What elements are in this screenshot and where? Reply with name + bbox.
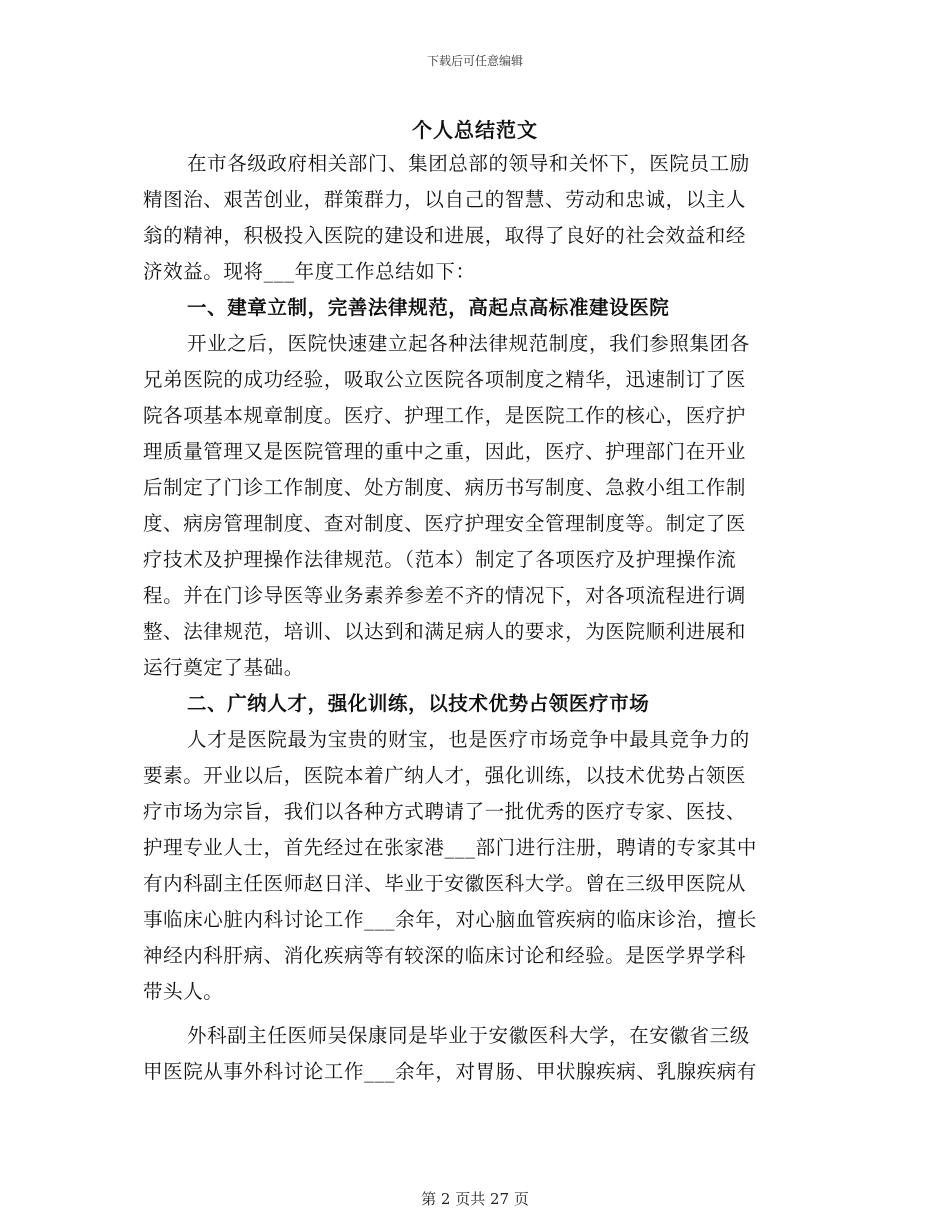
paragraph-line: 济效益。现将___年度工作总结如下： (143, 260, 476, 283)
paragraph-line: 后制定了门诊工作制度、处方制度、病历书写制度、急救小组工作制 (143, 476, 747, 499)
paragraph-line: 外科副主任医师吴保康同是毕业于安徽医科大学，在安徽省三级 (187, 1024, 750, 1047)
paragraph-line: 神经内科肝病、消化疾病等有较深的临床讨论和经验。是医学界学科 (143, 944, 747, 967)
paragraph-line: 开业之后，医院快速建立起各种法律规范制度，我们参照集团各 (187, 332, 750, 355)
paragraph-line: 带头人。 (143, 980, 224, 1003)
paragraph-line: 整、法律规范，培训、以达到和满足病人的要求，为医院顺利进展和 (143, 620, 747, 643)
paragraph-line: 理质量管理又是医院管理的重中之重，因此，医疗、护理部门在开业 (143, 440, 747, 463)
page-header-note: 下载后可任意编辑 (426, 54, 523, 68)
paragraph-line: 翁的精神，积极投入医院的建设和进展，取得了良好的社会效益和经 (143, 224, 747, 247)
paragraph-line: 疗市场为宗旨，我们以各种方式聘请了一批优秀的医疗专家、医技、 (143, 800, 747, 823)
paragraph-line: 程。并在门诊导医等业务素养参差不齐的情况下，对各项流程进行调 (143, 584, 747, 607)
paragraph-line: 兄弟医院的成功经验，吸取公立医院各项制度之精华，迅速制订了医 (143, 368, 747, 391)
paragraph-line: 人才是医院最为宝贵的财宝，也是医疗市场竞争中最具竞争力的 (187, 728, 750, 751)
paragraph-line: 度、病房管理制度、查对制度、医疗护理安全管理制度等。制定了医 (143, 512, 747, 535)
paragraph-line: 要素。开业以后，医院本着广纳人才，强化训练，以技术优势占领医 (143, 764, 747, 787)
paragraph-line: 有内科副主任医师赵日洋、毕业于安徽医科大学。曾在三级甲医院从 (143, 872, 747, 895)
paragraph-gap (143, 1010, 803, 1018)
section-heading: 二、广纳人才，强化训练，以技术优势占领医疗市场 (187, 692, 650, 715)
paragraph-line: 事临床心脏内科讨论工作___余年，对心脑血管疾病的临床诊治，擅长 (143, 908, 757, 931)
paragraph-line: 院各项基本规章制度。医疗、护理工作，是医院工作的核心，医疗护 (143, 404, 747, 427)
document-title: 个人总结范文 (412, 118, 538, 142)
paragraph-line: 疗技术及护理操作法律规范。（范本）制定了各项医疗及护理操作流 (143, 548, 737, 571)
document-body (143, 146, 803, 1090)
paragraph-line: 运行奠定了基础。 (143, 656, 304, 679)
page-footer: 第 2 页共 27 页 (421, 1190, 529, 1208)
paragraph-line: 甲医院从事外科讨论工作___余年，对胃肠、甲状腺疾病、乳腺疾病有 (143, 1060, 757, 1083)
paragraph-line: 精图治、艰苦创业，群策群力，以自己的智慧、劳动和忠诚，以主人 (143, 188, 747, 211)
paragraph-line: 护理专业人士，首先经过在张家港___部门进行注册，聘请的专家其中 (143, 836, 757, 859)
paragraph-line: 在市各级政府相关部门、集团总部的领导和关怀下，医院员工励 (187, 152, 750, 175)
section-heading: 一、建章立制，完善法律规范，高起点高标准建设医院 (187, 296, 670, 319)
